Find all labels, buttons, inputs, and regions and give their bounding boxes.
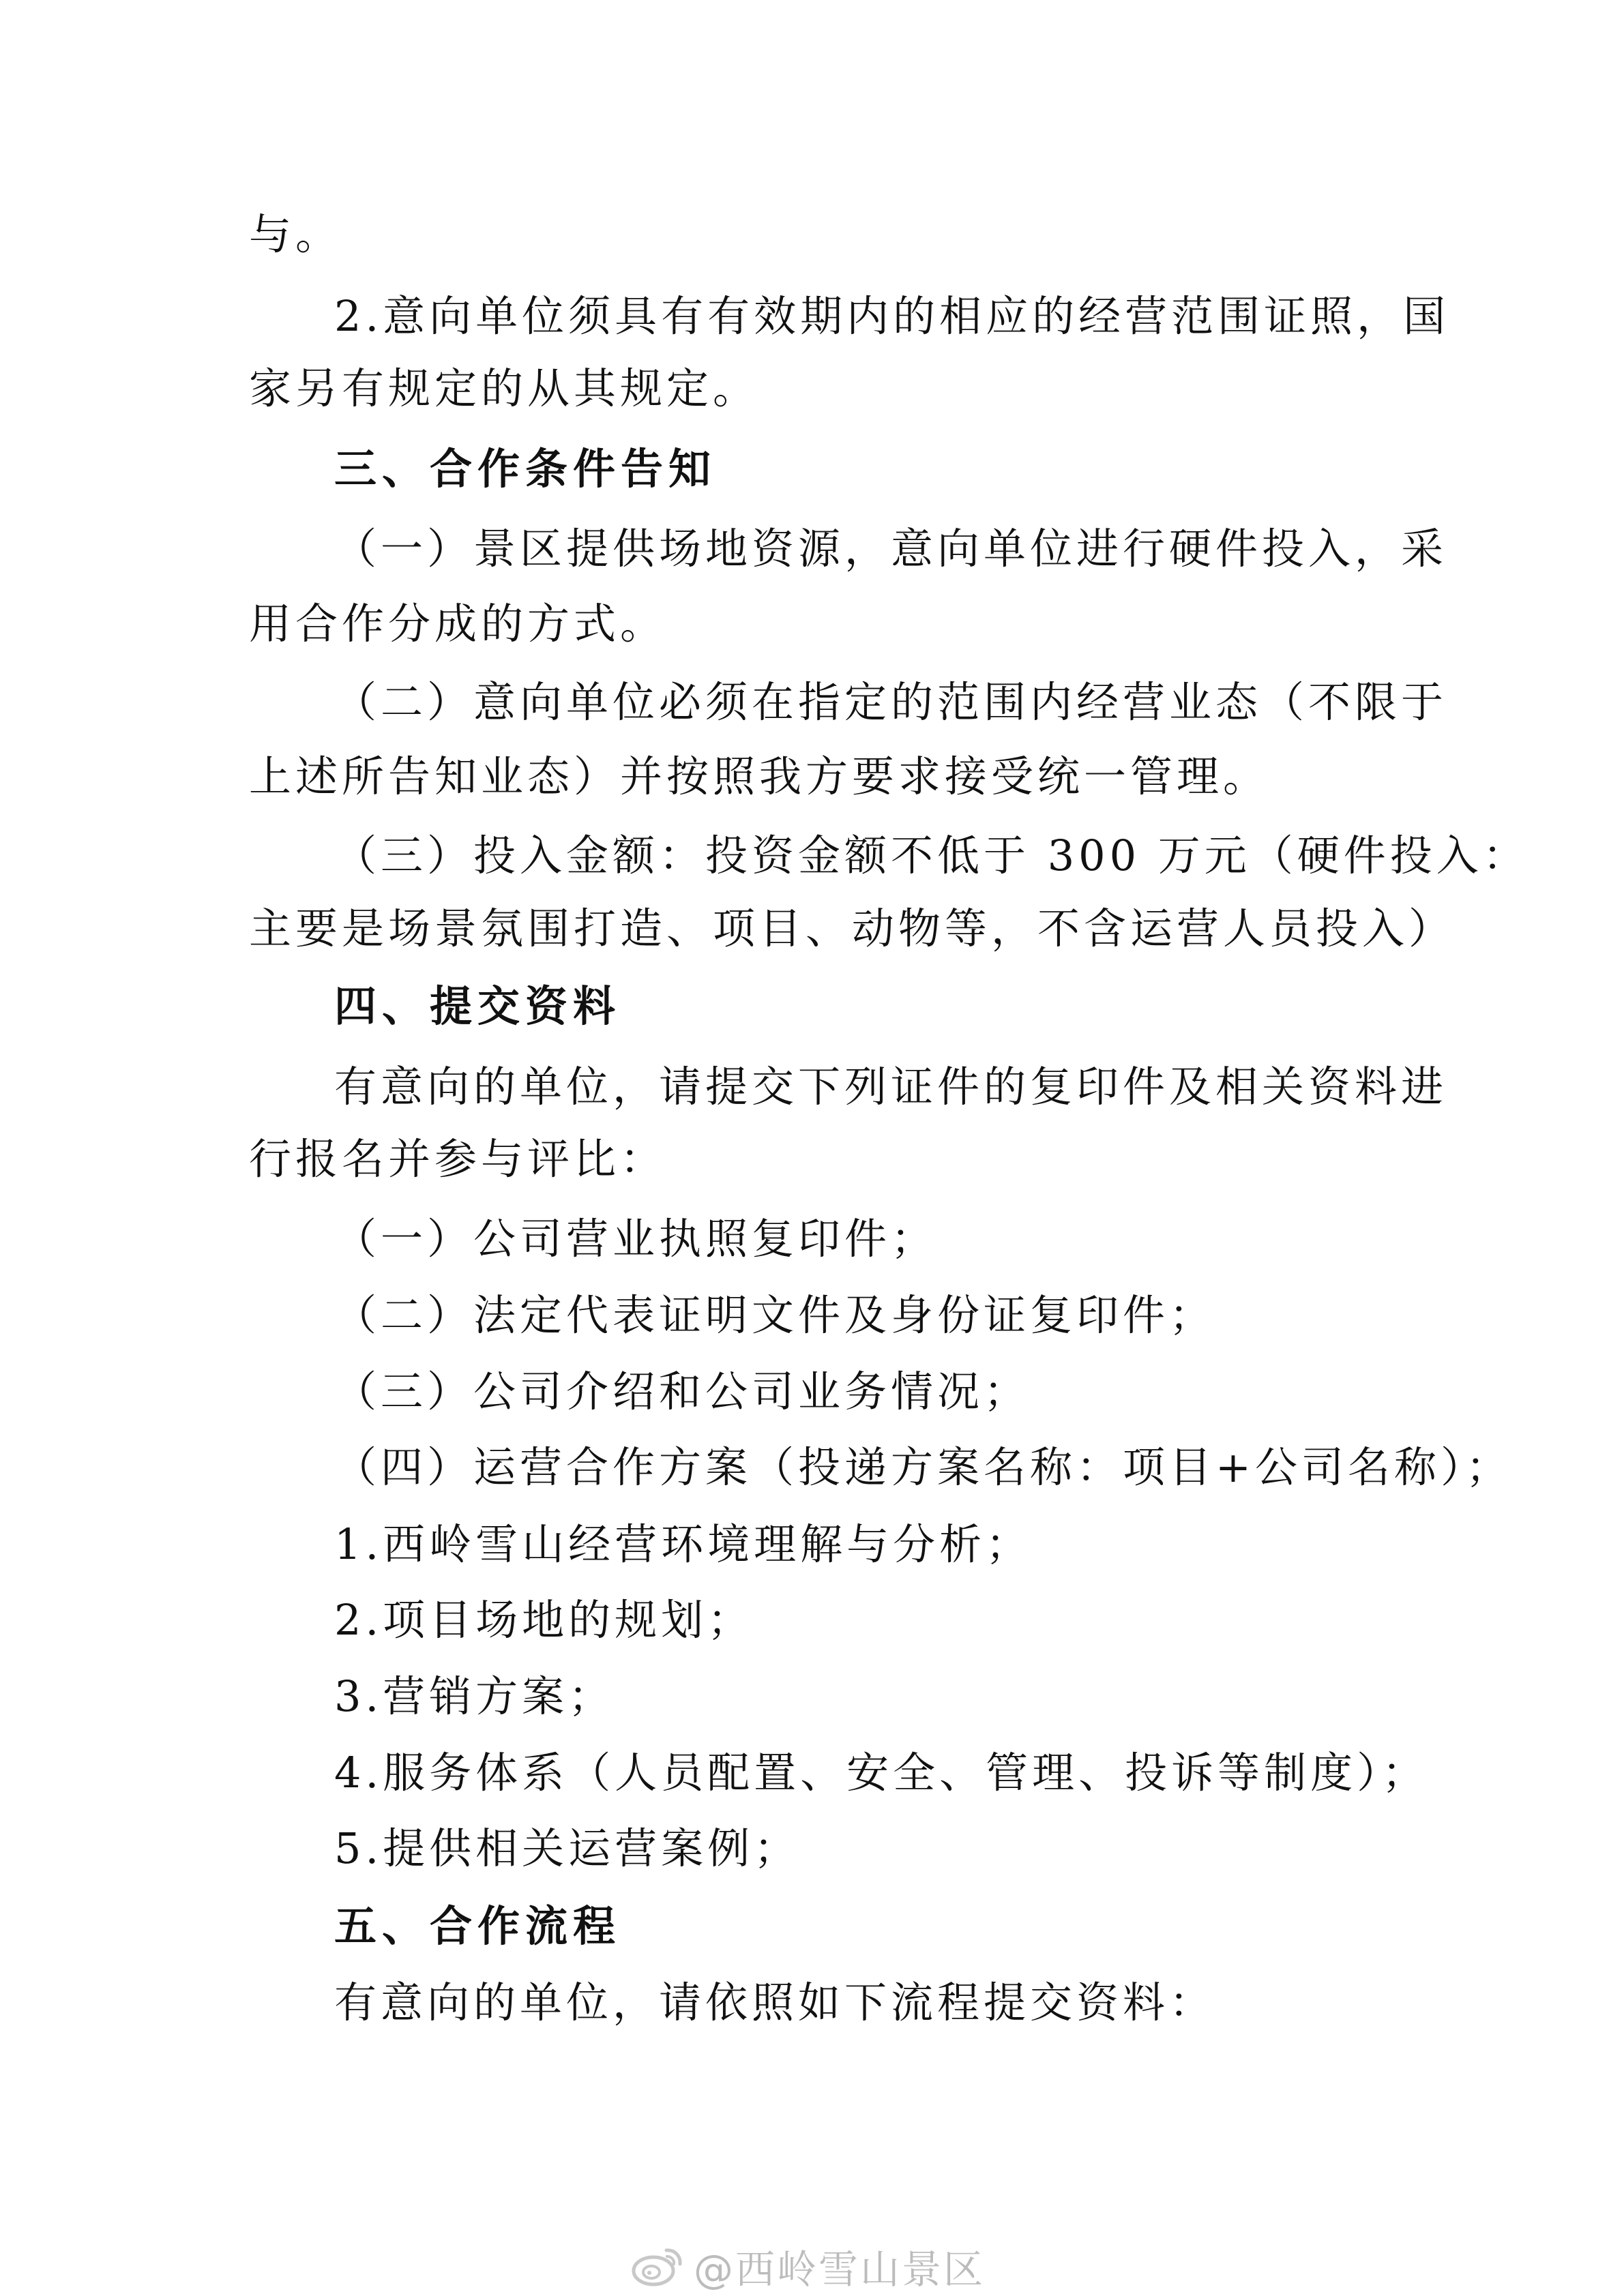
submit-item-4: （四）运营合作方案（投递方案名称：项目+公司名称）； [334,1442,1512,1492]
submit-item-1: （一）公司营业执照复印件； [334,1214,938,1264]
terms-item-3: （三）投入金额：投资金额不低于 300 万元（硬件投入： [334,831,1529,880]
submit-intro-continued: 行报名并参与评比： [249,1134,667,1184]
weibo-watermark [631,2238,985,2294]
process-intro: 有意向的单位，请依照如下流程提交资料： [334,1978,1216,2027]
continued-text-line: 与。 [249,209,342,259]
submit-intro: 有意向的单位，请提交下列证件的复印件及相关资料进 [334,1062,1448,1112]
terms-item-1-continued: 用合作分成的方式。 [249,599,667,648]
weibo-icon [631,2245,684,2287]
plan-subitem-3: 3.营销方案； [334,1671,615,1721]
requirement-item-2-continued: 家另有规定的从其规定。 [249,363,760,413]
submit-item-2: （二）法定代表证明文件及身份证复印件； [334,1290,1216,1340]
submit-item-3: （三）公司介绍和公司业务情况； [334,1367,1031,1416]
requirement-item-2: 2.意向单位须具有有效期内的相应的经营范围证照，国 [334,291,1450,341]
terms-item-1: （一）景区提供场地资源，意向单位进行硬件投入，采 [334,524,1448,573]
section-heading-submit-materials: 四、提交资料 [334,981,621,1031]
terms-item-2: （二）意向单位必须在指定的范围内经营业态（不限于 [334,677,1448,727]
section-heading-cooperation-process: 五、合作流程 [334,1901,621,1951]
plan-subitem-2: 2.项目场地的规划； [334,1595,754,1645]
section-heading-cooperation-terms: 三、合作条件告知 [334,444,717,494]
plan-subitem-4: 4.服务体系（人员配置、安全、管理、投诉等制度）； [334,1748,1429,1798]
plan-subitem-1: 1.西岭雪山经营环境理解与分析； [334,1519,1033,1569]
terms-item-2-continued: 上述所告知业态）并按照我方要求接受统一管理。 [249,751,1270,801]
plan-subitem-5: 5.提供相关运营案例； [334,1823,801,1873]
weibo-account-name: @西岭雪山景区 [694,2246,986,2293]
terms-item-3-continued: 主要是场景氛围打造、项目、动物等，不含运营人员投入） [249,904,1456,953]
